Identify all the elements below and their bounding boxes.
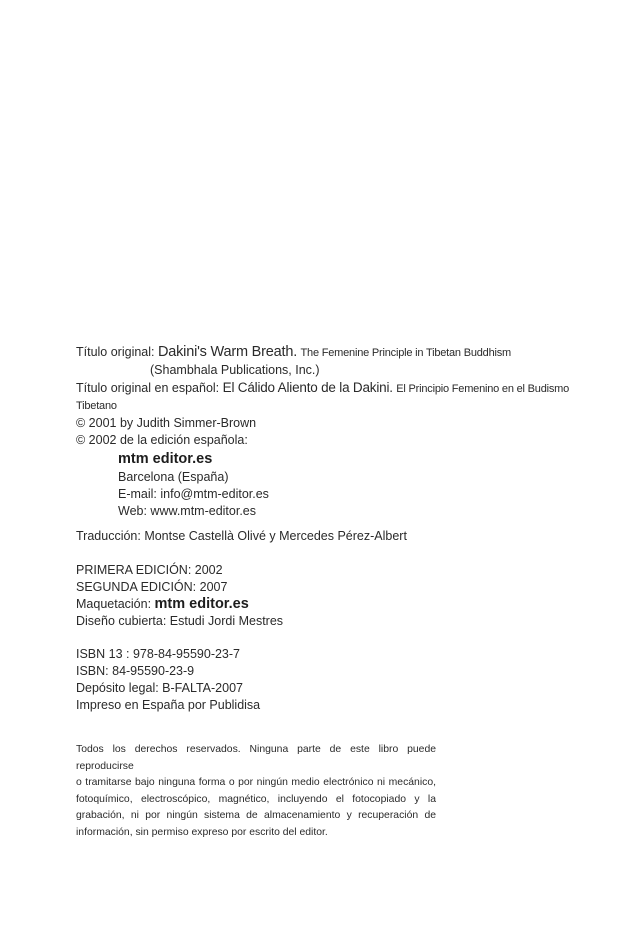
- original-title-line: [76, 344, 512, 362]
- original-title-main: Dakini's Warm Breath.: [158, 344, 298, 360]
- layout-credit: [76, 596, 436, 613]
- rights-line-3: fotoquímico, electroscópico, magnético, incluyendo el fotocopiado y la: [76, 793, 436, 805]
- spanish-title-label: Título original en español:: [76, 381, 220, 395]
- printed-by: Impreso en España por Publidisa: [76, 698, 261, 712]
- legal-deposit: Depósito legal: B-FALTA-2007: [76, 681, 243, 695]
- credits-block: [76, 344, 570, 520]
- rights-notice: [76, 742, 436, 841]
- publisher-email: E-mail: info@mtm-editor.es: [118, 487, 269, 501]
- isbn-block: [76, 646, 436, 714]
- first-edition: PRIMERA EDICIÓN: 2002: [76, 563, 223, 577]
- spanish-title-line: [76, 379, 570, 398]
- editions-block: [76, 562, 436, 630]
- original-title-sub: The Femenine Principle in Tibetan Buddhism: [300, 347, 512, 359]
- spanish-title-main: El Cálido Aliento de la Dakini.: [222, 380, 393, 395]
- translation-block: [76, 528, 436, 545]
- rights-line-1: Todos los derechos reservados. Ninguna parte de este libro puede reproducirse: [76, 744, 436, 772]
- spanish-title-sub: El Principio Femenino en el Budismo: [396, 383, 570, 395]
- cover-design-credit: Diseño cubierta: Estudi Jordi Mestres: [76, 614, 284, 628]
- second-edition: SEGUNDA EDICIÓN: 2007: [76, 580, 228, 594]
- original-publisher: (Shambhala Publications, Inc.): [150, 363, 320, 377]
- spanish-title-cont: Tibetano: [76, 400, 117, 412]
- publisher-name: mtm editor.es: [118, 451, 213, 467]
- translation-credit: Traducción: Montse Castellà Olivé y Mercedes Pérez-Albert: [76, 529, 407, 543]
- original-title-label: Título original:: [76, 345, 155, 359]
- isbn-10: ISBN: 84-95590-23-9: [76, 664, 195, 678]
- copyright-author: © 2001 by Judith Simmer-Brown: [76, 416, 257, 430]
- rights-line-5: información, sin permiso expreso por escrito del editor.: [76, 826, 328, 838]
- copyright-edition: © 2002 de la edición española:: [76, 433, 248, 447]
- layout-brand: mtm editor.es: [154, 596, 249, 612]
- publisher-web: Web: www.mtm-editor.es: [118, 504, 257, 518]
- isbn-13: ISBN 13 : 978-84-95590-23-7: [76, 647, 240, 661]
- rights-line-4: grabación, ni por ningún sistema de almacenamiento y recuperación de: [76, 810, 436, 821]
- publisher-location: Barcelona (España): [118, 470, 229, 484]
- layout-label: Maquetación:: [76, 597, 155, 611]
- rights-line-2: o tramitarse bajo ninguna forma o por ningún medio electrónico ni mecánico,: [76, 777, 436, 788]
